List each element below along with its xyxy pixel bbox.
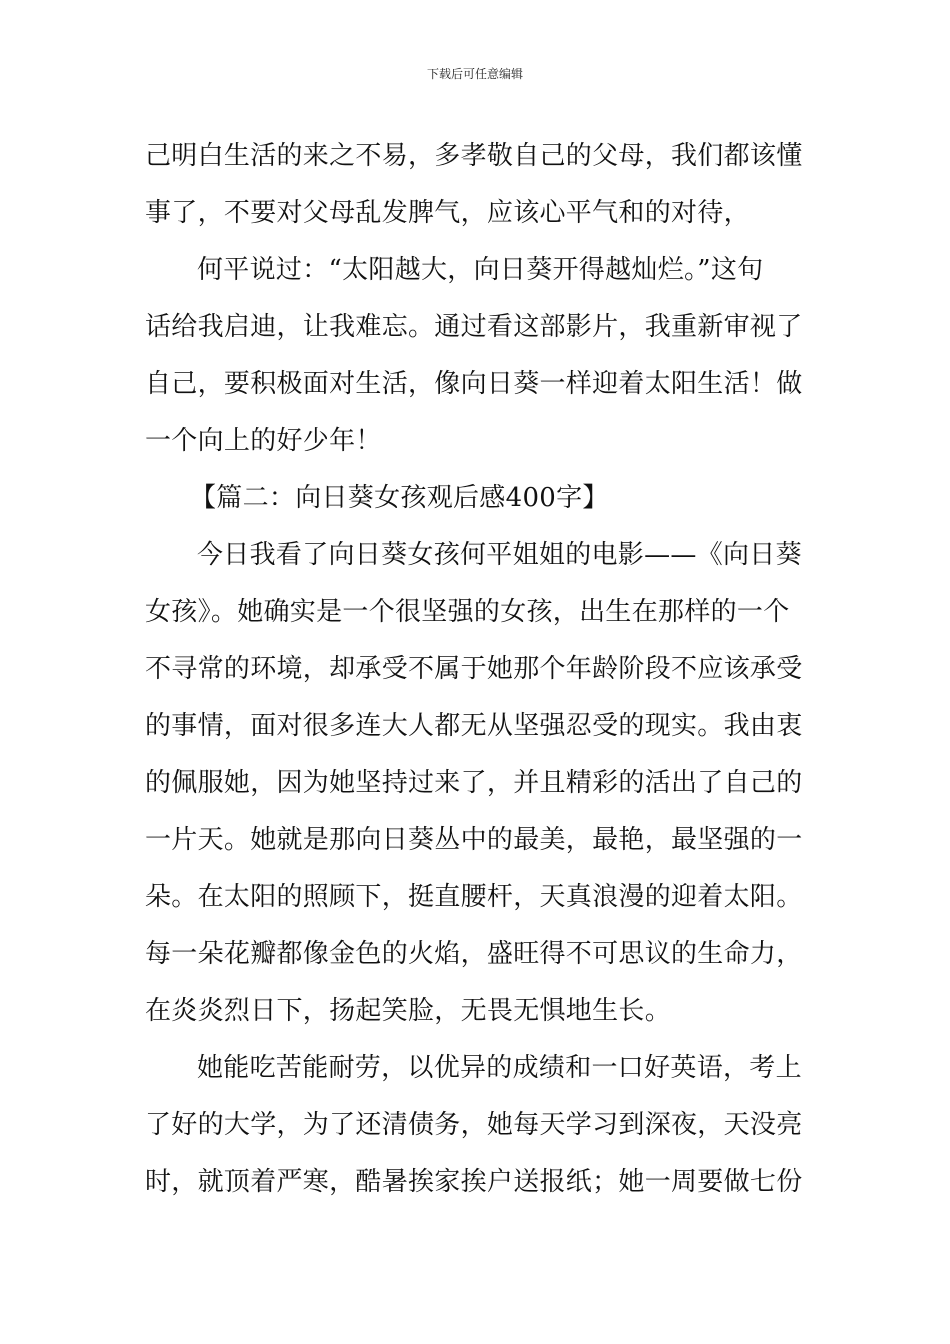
text-line: 的佩服她，因为她坚持过来了，并且精彩的活出了自己的 bbox=[145, 768, 803, 798]
document-body bbox=[145, 128, 810, 1211]
text-line: 时，就顶着严寒，酷暑挨家挨户送报纸；她一周要做七份 bbox=[145, 1167, 803, 1197]
text-line: 一片天。她就是那向日葵丛中的最美，最艳，最坚强的一 bbox=[145, 825, 803, 855]
text-line: 话给我启迪，让我难忘。通过看这部影片，我重新审视了 bbox=[145, 312, 803, 342]
text-line: 事了，不要对父母乱发脾气，应该心平气和的对待， bbox=[145, 198, 750, 228]
text-line: 的事情，面对很多连大人都无从坚强忍受的现实。我由衷 bbox=[145, 711, 803, 741]
text-line: 在炎炎烈日下，扬起笑脸，无畏无惧地生长。 bbox=[145, 996, 672, 1026]
paragraph-continuation bbox=[145, 128, 810, 242]
text-line: 她能吃苦能耐劳，以优异的成绩和一口好英语，考上 bbox=[197, 1053, 802, 1083]
text-line: 自己，要积极面对生活，像向日葵一样迎着太阳生活！做 bbox=[145, 369, 803, 399]
text-line: 朵。在太阳的照顾下，挺直腰杆，天真浪漫的迎着太阳。 bbox=[145, 882, 803, 912]
text-line: 每一朵花瓣都像金色的火焰，盛旺得不可思议的生命力， bbox=[145, 939, 803, 969]
text-line: 己明白生活的来之不易，多孝敬自己的父母，我们都该懂 bbox=[145, 141, 803, 171]
text-line: 一个向上的好少年！ bbox=[145, 426, 382, 456]
paragraph bbox=[145, 527, 810, 1040]
text-line: 了好的大学，为了还清债务，她每天学习到深夜，天没亮 bbox=[145, 1110, 803, 1140]
paragraph bbox=[145, 242, 810, 470]
page-header: 下载后可任意编辑 bbox=[426, 67, 523, 81]
section-heading bbox=[145, 470, 810, 527]
text-line: 何平说过：“太阳越大，向日葵开得越灿烂。”这句 bbox=[197, 255, 764, 285]
section-heading-text: 【篇二：向日葵女孩观后感400字】 bbox=[190, 483, 609, 513]
paragraph bbox=[145, 1040, 810, 1211]
text-line: 女孩》。她确实是一个很坚强的女孩，出生在那样的一个 bbox=[145, 597, 790, 627]
text-line: 今日我看了向日葵女孩何平姐姐的电影——《向日葵 bbox=[197, 540, 802, 570]
text-line: 不寻常的环境，却承受不属于她那个年龄阶段不应该承受 bbox=[145, 654, 803, 684]
